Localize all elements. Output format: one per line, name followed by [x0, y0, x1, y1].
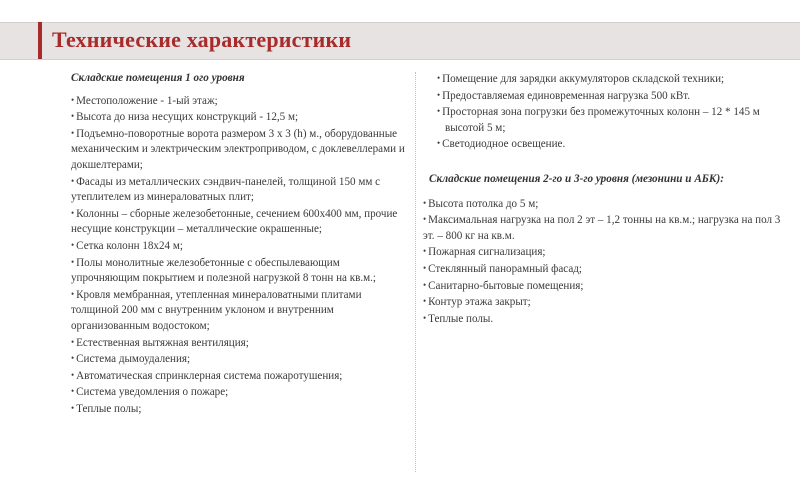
- bullet-icon: •: [423, 246, 427, 257]
- list-item: [423, 196, 783, 213]
- column-divider: [415, 72, 416, 472]
- bullet-icon: •: [71, 127, 75, 138]
- list-item-text: Система уведомления о пожаре;: [76, 386, 229, 399]
- list-item: [71, 126, 407, 174]
- bullet-icon: •: [437, 106, 441, 117]
- list-item-text: Местоположение - 1-ый этаж;: [76, 94, 218, 107]
- page-title: Технические характеристики: [52, 27, 352, 52]
- list-item-text: Сетка колонн 18х24 м;: [76, 239, 183, 252]
- list-item: [71, 287, 407, 335]
- list-item-text: Теплые полы;: [76, 402, 142, 415]
- level-1-feature-list-continued: [423, 71, 783, 153]
- list-item-text: Предоставляемая единовременная нагрузка 500 кВт.: [442, 89, 691, 102]
- list-item-text: Кровля мембранная, утепленная минераловатными плитами толщиной 200 мм с внутренним уклоном и внутренним организованным водостоком;: [71, 288, 362, 332]
- list-item: [71, 206, 407, 238]
- list-item-text: Естественная вытяжная вентиляция;: [76, 336, 249, 349]
- list-item: [71, 335, 407, 352]
- bullet-icon: •: [71, 175, 75, 186]
- level-2-3-feature-list: [423, 196, 783, 328]
- list-item-text: Помещение для зарядки аккумуляторов складской техники;: [442, 73, 725, 85]
- right-column: [423, 71, 783, 327]
- list-item-text: Фасады из металлических сэндвич-панелей, толщиной 150 мм с утеплителем из минераловатных плит;: [71, 175, 381, 204]
- list-item: [423, 294, 783, 311]
- bullet-icon: •: [423, 279, 427, 290]
- list-item: [423, 104, 783, 136]
- list-item: [71, 238, 407, 255]
- list-item: [423, 261, 783, 278]
- left-column: [71, 71, 407, 417]
- bullet-icon: •: [71, 256, 75, 267]
- list-item-text: Контур этажа закрыт;: [428, 296, 531, 309]
- list-item-text: Система дымоудаления;: [76, 353, 191, 366]
- list-item: [71, 351, 407, 368]
- list-item: [423, 278, 783, 295]
- list-item: [71, 93, 407, 110]
- bullet-icon: •: [71, 94, 75, 105]
- list-item-text: Автоматическая спринклерная система пожаротушения;: [76, 369, 343, 382]
- bullet-icon: •: [423, 197, 427, 208]
- list-item: [71, 401, 407, 418]
- list-item: [423, 311, 783, 328]
- bullet-icon: •: [437, 138, 441, 149]
- list-item: [71, 255, 407, 287]
- bullet-icon: •: [423, 312, 427, 323]
- list-item-text: Полы монолитные железобетонные с обеспылевающим упрочняющим покрытием и полезной нагрузкой 8 тонн на кв.м.;: [71, 256, 377, 285]
- bullet-icon: •: [71, 402, 75, 413]
- bullet-icon: •: [71, 111, 75, 122]
- list-item-text: Просторная зона погрузки без промежуточных колонн – 12 * 145 м высотой 5 м;: [442, 106, 760, 134]
- list-item: [423, 136, 783, 153]
- bullet-icon: •: [423, 262, 427, 273]
- list-item-text: Санитарно-бытовые помещения;: [428, 279, 584, 292]
- bullet-icon: •: [71, 386, 75, 397]
- list-item-text: Высота до низа несущих конструкций - 12,5 м;: [76, 111, 299, 124]
- list-item: [423, 88, 783, 105]
- bullet-icon: •: [71, 239, 75, 250]
- list-item-text: Колонны – сборные железобетонные, сечением 600х400 мм, прочие несущие конструкции – металлические окрашенные;: [71, 207, 398, 236]
- level-1-feature-list: [71, 93, 407, 418]
- list-item: [71, 368, 407, 385]
- list-item: [423, 71, 783, 88]
- list-item: [71, 174, 407, 206]
- bullet-icon: •: [423, 214, 427, 225]
- list-item-text: Светодиодное освещение.: [442, 138, 566, 151]
- bullet-icon: •: [71, 336, 75, 347]
- bullet-icon: •: [437, 89, 441, 100]
- list-item: [423, 244, 783, 261]
- list-item: [71, 109, 407, 126]
- list-item-text: Стеклянный панорамный фасад;: [428, 262, 583, 275]
- list-item-text: Подъемно-поворотные ворота размером 3 х 3 (h) м., оборудованные механическим и электрическим электроприводом, с доклевеллерами и докшелтерами;: [71, 127, 405, 171]
- bullet-icon: •: [423, 296, 427, 307]
- bullet-icon: •: [71, 369, 75, 380]
- bullet-icon: •: [71, 207, 75, 218]
- list-item: [71, 384, 407, 401]
- bullet-icon: •: [71, 288, 75, 299]
- section-heading-level-2-3: Складские помещения 2-го и 3-го уровня (мезонини и АБК):: [429, 172, 724, 185]
- section-heading-level-1: Складские помещения 1 ого уровня: [71, 72, 245, 84]
- bullet-icon: •: [437, 73, 441, 83]
- list-item-text: Теплые полы.: [428, 312, 494, 325]
- title-accent-bar: [38, 22, 42, 59]
- bullet-icon: •: [71, 353, 75, 364]
- list-item: [423, 212, 783, 244]
- list-item-text: Высота потолка до 5 м;: [428, 197, 539, 210]
- list-item-text: Пожарная сигнализация;: [428, 246, 546, 259]
- list-item-text: Максимальная нагрузка на пол 2 эт – 1,2 тонны на кв.м.; нагрузка на пол 3 эт. – 800 кг на кв.м.: [423, 214, 781, 242]
